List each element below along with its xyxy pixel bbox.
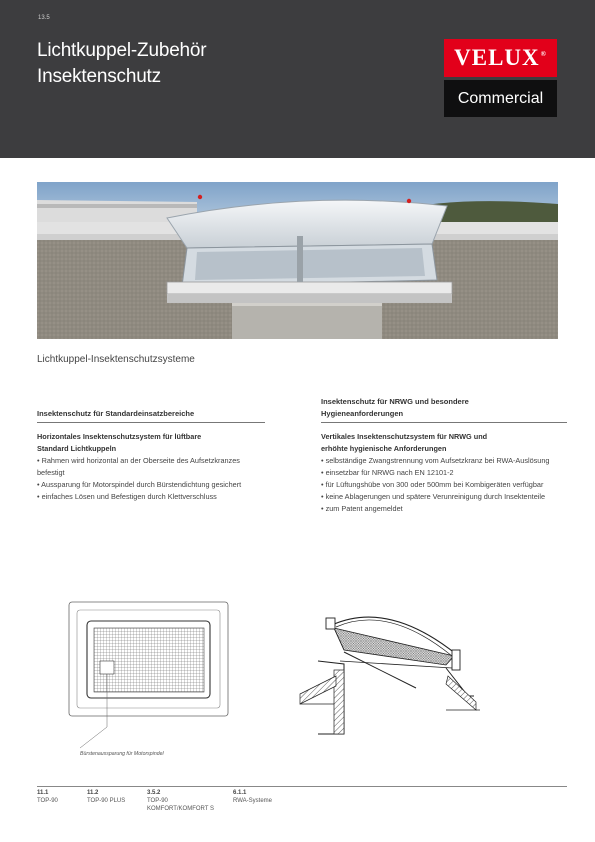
reference-label-2: KOMFORT/KOMFORT S — [147, 806, 215, 812]
right-subheading-line-2: erhöhte hygienische Anforderungen — [321, 444, 447, 453]
reference-number: 6.1.1 — [233, 790, 247, 796]
drawing-caption: Bürstenaussparung für Motorspindel — [80, 751, 164, 757]
list-item: • für Lüftungshübe von 300 oder 500mm bei Kombigeräten verfügbar — [321, 480, 544, 489]
left-column-heading: Insektenschutz für Standardeinsatzbereiche — [37, 408, 265, 423]
list-item: • Rahmen wird horizontal an der Oberseite des Aufsetzkranzes befestigt — [37, 456, 240, 477]
logo-commercial-text: Commercial — [444, 80, 557, 117]
logo-brand-text: VELUX — [454, 45, 540, 70]
registered-mark: ® — [540, 50, 547, 59]
nrwg-insect-screen-column — [321, 396, 567, 515]
section-title: Lichtkuppel-Insektenschutzsysteme — [37, 354, 195, 365]
footer-cross-reference[interactable] — [233, 789, 272, 805]
list-item: • zum Patent angemeldet — [321, 504, 403, 513]
reference-label: RWA-Systeme — [233, 798, 273, 804]
right-heading-line-1: Insektenschutz für NRWG und besondere — [321, 397, 469, 406]
reference-label: TOP-90 PLUS — [87, 798, 126, 804]
title-line-2: Insektenschutz — [37, 66, 161, 87]
left-subheading-line-2: Standard Lichtkuppeln — [37, 444, 117, 453]
right-subheading-line-1: Vertikales Insektenschutzsystem für NRWG und — [321, 432, 488, 441]
list-item: • einfaches Lösen und Befestigen durch Klettverschluss — [37, 492, 217, 501]
velux-commercial-logo — [444, 39, 557, 117]
reference-number: 11.1 — [37, 790, 49, 796]
list-item: • einsetzbar für NRWG nach EN 12101-2 — [321, 468, 454, 477]
vertical-screen-section-drawing — [296, 606, 482, 736]
skylight-photo — [37, 182, 558, 339]
list-item: • keine Ablagerungen und spätere Verunreinigung durch Insektenteile — [321, 492, 546, 501]
left-feature-list — [37, 455, 265, 503]
title-line-1: Lichtkuppel-Zubehör — [37, 40, 207, 61]
footer-cross-reference[interactable] — [147, 789, 214, 813]
page-header — [0, 0, 595, 158]
page-number: 13.5 — [38, 15, 50, 21]
footer-divider — [37, 786, 567, 787]
reference-number: 3.5.2 — [147, 790, 161, 796]
reference-label: TOP-90 — [37, 798, 58, 804]
horizontal-screen-drawing — [67, 601, 230, 760]
velux-logo-mark — [444, 39, 557, 77]
footer-cross-reference[interactable] — [87, 789, 125, 805]
page-title — [37, 38, 206, 90]
reference-number: 11.2 — [87, 790, 99, 796]
list-item: • Aussparung für Motorspindel durch Bürstendichtung gesichert — [37, 480, 242, 489]
right-heading-line-2: Hygieneanforderungen — [321, 409, 404, 418]
standard-insect-screen-column — [37, 408, 265, 503]
list-item: • selbständige Zwangstrennung vom Aufsetzkranz bei RWA-Auslösung — [321, 456, 550, 465]
footer-cross-reference[interactable] — [37, 789, 58, 805]
right-column-heading — [321, 396, 567, 423]
reference-label: TOP-90 — [147, 798, 168, 804]
left-subheading-line-1: Horizontales Insektenschutzsystem für lüftbare — [37, 432, 202, 441]
right-feature-list — [321, 455, 567, 515]
